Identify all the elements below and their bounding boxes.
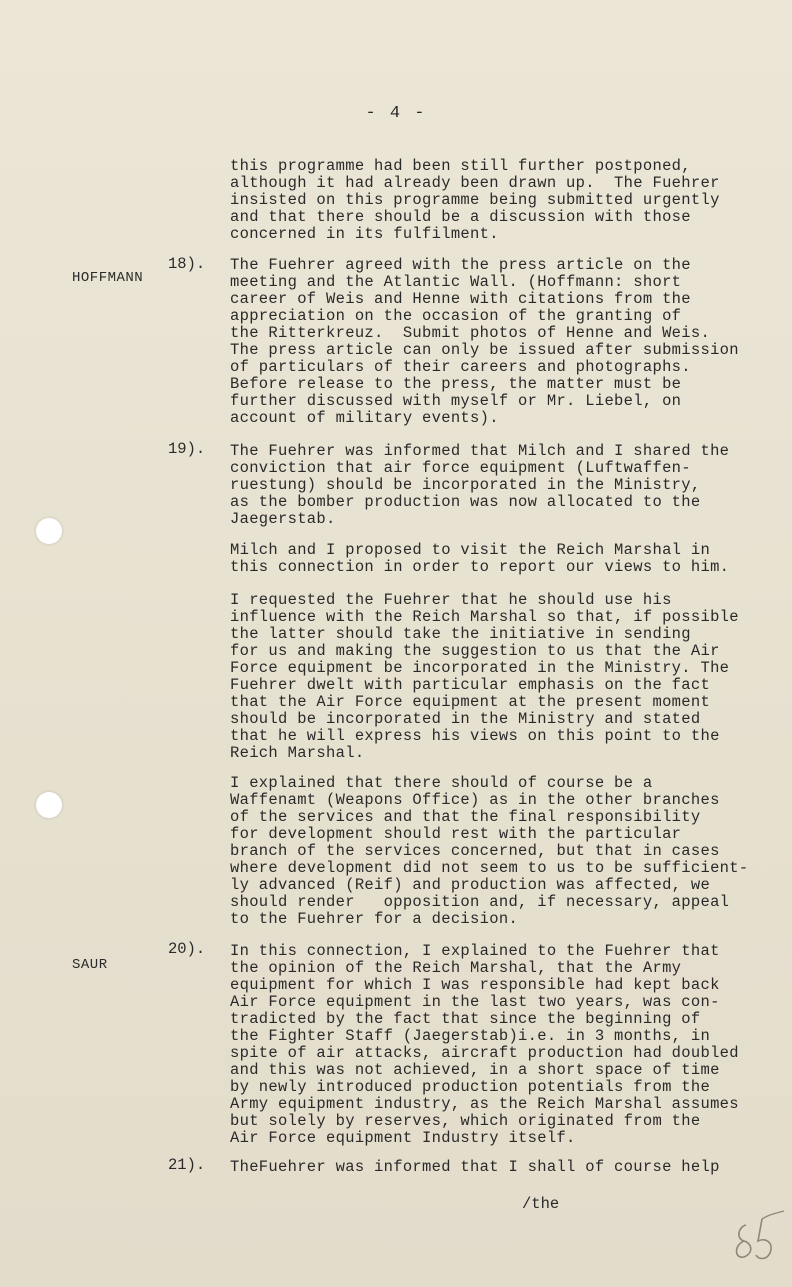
- page-number: - 4 -: [365, 104, 427, 123]
- folio-handwritten-mark: [728, 1205, 788, 1275]
- item-20-paragraph: In this connection, I explained to the Fuehrer that the opinion of the Reich Marshal, that the Army equipment for which I was responsible had kept back Air Force equipment in the last two years, was con- tradicted by the fact that since the beginning of the Fighter Staff (Jaegerstab)i.e. in 3 months, in spite of air attacks, aircraft production had doubled and this was not achieved, in a short space of time by newly introduced production potentials from the Army equipment industry, as the Reich Marshal assumes but solely by reserves, which originated from the Air Force equipment Industry itself.: [230, 942, 739, 1147]
- item-19-paragraph-1: The Fuehrer was informed that Milch and I shared the conviction that air force equipment (Luftwaffen- ruestung) should be incorporated in the Ministry, as the bomber production was now allocated to the Jaegerstab.: [230, 442, 730, 528]
- item-21-paragraph: TheFuehrer was informed that I shall of course help: [230, 1158, 720, 1176]
- item-number-21: 21).: [168, 1156, 206, 1174]
- intro-paragraph: this programme had been still further postponed, although it had already been drawn up. The Fuehrer insisted on this programme being submitted urgently and that there should be a discussion with those concerned in its fulfilment.: [230, 157, 720, 243]
- punch-hole-top: [36, 518, 62, 544]
- item-18-paragraph: The Fuehrer agreed with the press article on the meeting and the Atlantic Wall. (Hoffmann: short career of Weis and Henne with citations from the appreciation on the occasion of the granting of the Ritterkreuz. Submit photos of Henne and Weis. The press article can only be issued after submission of particulars of their careers and photographs. Before release to the press, the matter must be further discussed with myself or Mr. Liebel, on account of military events).: [230, 256, 739, 427]
- item-number-19: 19).: [168, 440, 206, 458]
- margin-name-saur: SAUR: [72, 957, 108, 973]
- continuation-word: /the: [522, 1195, 560, 1213]
- item-19-paragraph-3: I requested the Fuehrer that he should use his influence with the Reich Marshal so that, if possible the latter should take the initiative in sending for us and making the suggestion to us that the Air Force equipment be incorporated in the Ministry. The Fuehrer dwelt with particular emphasis on the fact that the Air Force equipment at the present moment should be incorporated in the Ministry and stated that he will express his views on this point to the Reich Marshal.: [230, 591, 739, 762]
- margin-name-hoffmann: HOFFMANN: [72, 270, 144, 286]
- item-number-18: 18).: [168, 255, 206, 273]
- punch-hole-bottom: [36, 792, 62, 818]
- item-number-20: 20).: [168, 940, 206, 958]
- item-19-paragraph-4: I explained that there should of course be a Waffenamt (Weapons Office) as in the other branches of the services and that the final responsibility for development should rest with the particular branch of the services concerned, but that in cases where development did not seem to us to be sufficient- ly advanced (Reif) and production was affected, we should render opposition and, if necessary, appeal to the Fuehrer for a decision.: [230, 774, 749, 928]
- item-19-paragraph-2: Milch and I proposed to visit the Reich Marshal in this connection in order to report our views to him.: [230, 541, 730, 576]
